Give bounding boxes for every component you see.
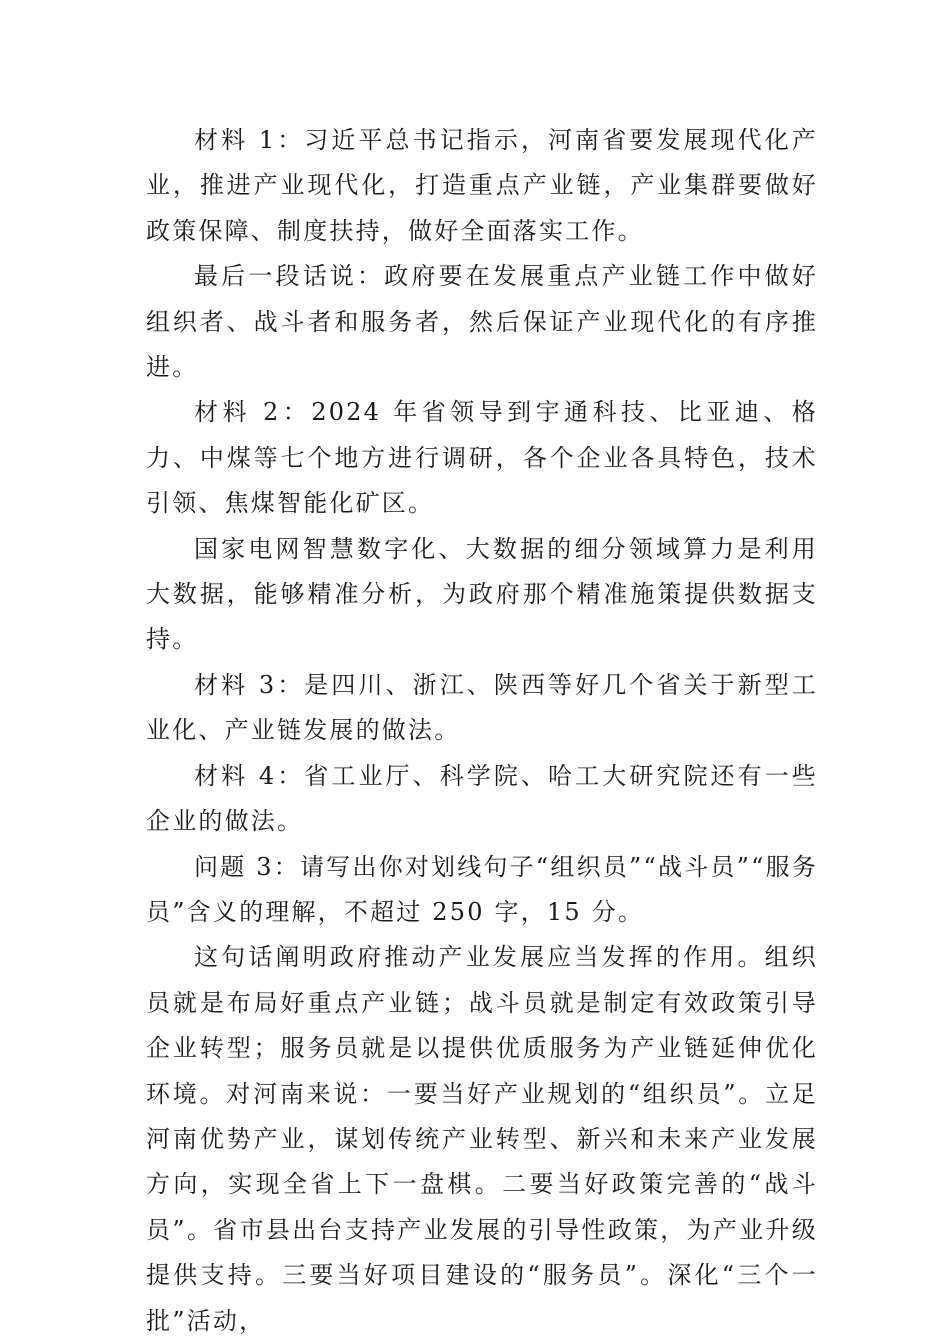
paragraph-material-4: 材料 4：省工业厅、科学院、哈工大研究院还有一些企业的做法。 [146,761,818,836]
paragraph-material-1: 材料 1：习近平总书记指示，河南省要发展现代化产业，推进产业现代化，打造重点产业链，产业集群要做好政策保障、制度扶持，做好全面落实工作。 [146,126,818,245]
paragraph-material-3: 材料 3：是四川、浙江、陕西等好几个省关于新型工业化、产业链发展的做法。 [146,670,818,745]
paragraph-question-3: 问题 3：请写出你对划线句子“组织员”“战斗员”“服务员”含义的理解，不超过 250 字，15 分。 [146,852,818,926]
paragraph-last-remark: 最后一段话说：政府要在发展重点产业链工作中做好组织者、战斗者和服务者，然后保证产业现代化的有序推进。 [146,262,818,382]
paragraph-state-grid: 国家电网智慧数字化、大数据的细分领域算力是利用大数据，能够精准分析，为政府那个精准施策提供数据支持。 [146,534,818,654]
paragraph-answer: 这句话阐明政府推动产业发展应当发挥的作用。组织员就是布局好重点产业链；战斗员就是制定有效政策引导企业转型；服务员就是以提供优质服务为产业链延伸优化环境。对河南来说：一要当好产业规划的“组织员”。立足河南优势产业，谋划传统产业转型、新兴和未来产业发展方向，实现全省上下一盘棋。二要当好政策完善的“战斗员”。省市县出台支持产业发展的引导性政策，为产业升级提供支持。三要当好项目建设的“服务员”。深化“三个一批”活动， [146,943,818,1335]
document-body [146,118,818,1344]
paragraph-material-2: 材料 2：2024 年省领导到宇通科技、比亚迪、格力、中煤等七个地方进行调研，各个企业各具特色，技术引领、焦煤智能化矿区。 [146,398,818,518]
